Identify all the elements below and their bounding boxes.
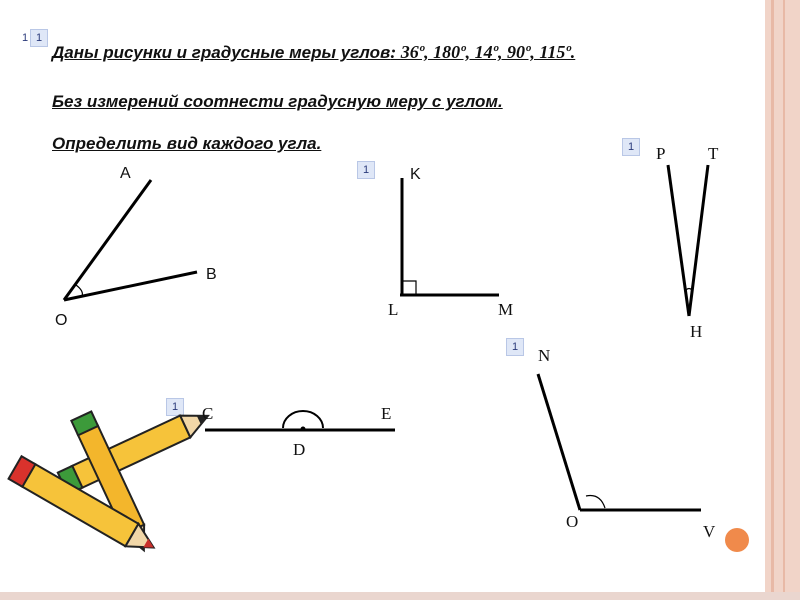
label-point-d: D xyxy=(293,440,306,459)
task-line-1-text: Даны рисунки и градусные меры углов xyxy=(52,43,391,62)
label-point-p: P xyxy=(656,144,666,163)
label-point-l: L xyxy=(388,300,399,319)
label-point-m: M xyxy=(498,300,514,319)
marker-top-left: 1 xyxy=(30,29,48,47)
label-point-o2: O xyxy=(566,512,579,531)
label-point-h: H xyxy=(690,322,703,341)
angle-pht xyxy=(668,165,708,316)
label-point-v: V xyxy=(703,522,716,541)
marker-angle-nov: 1 xyxy=(506,338,524,356)
marker-angle-ced: 1 xyxy=(166,398,184,416)
label-point-t: T xyxy=(708,144,719,163)
label-point-n: N xyxy=(538,346,551,365)
marker-small: 1 xyxy=(22,32,29,44)
task-line-2: Без измерений соотнести градусную меру с углом. xyxy=(52,92,503,111)
pencils-clipart-icon xyxy=(9,405,213,559)
label-point-k: K xyxy=(410,166,421,183)
label-point-a: A xyxy=(120,165,131,182)
label-point-o1: O xyxy=(55,312,68,329)
angle-klm xyxy=(400,178,499,296)
task-line-3: Определить вид каждого угла. xyxy=(52,134,322,153)
marker-angle-pht: 1 xyxy=(622,138,640,156)
label-point-e: E xyxy=(381,404,392,423)
label-point-c: C xyxy=(202,404,214,423)
marker-angle-klm: 1 xyxy=(357,161,375,179)
label-point-b: B xyxy=(206,266,217,283)
angle-ced xyxy=(205,411,395,431)
task-degree-values: : 36º, 180º, 14º, 90º, 115º. xyxy=(390,42,576,62)
angle-aob xyxy=(64,180,197,300)
angle-nov xyxy=(538,374,701,510)
